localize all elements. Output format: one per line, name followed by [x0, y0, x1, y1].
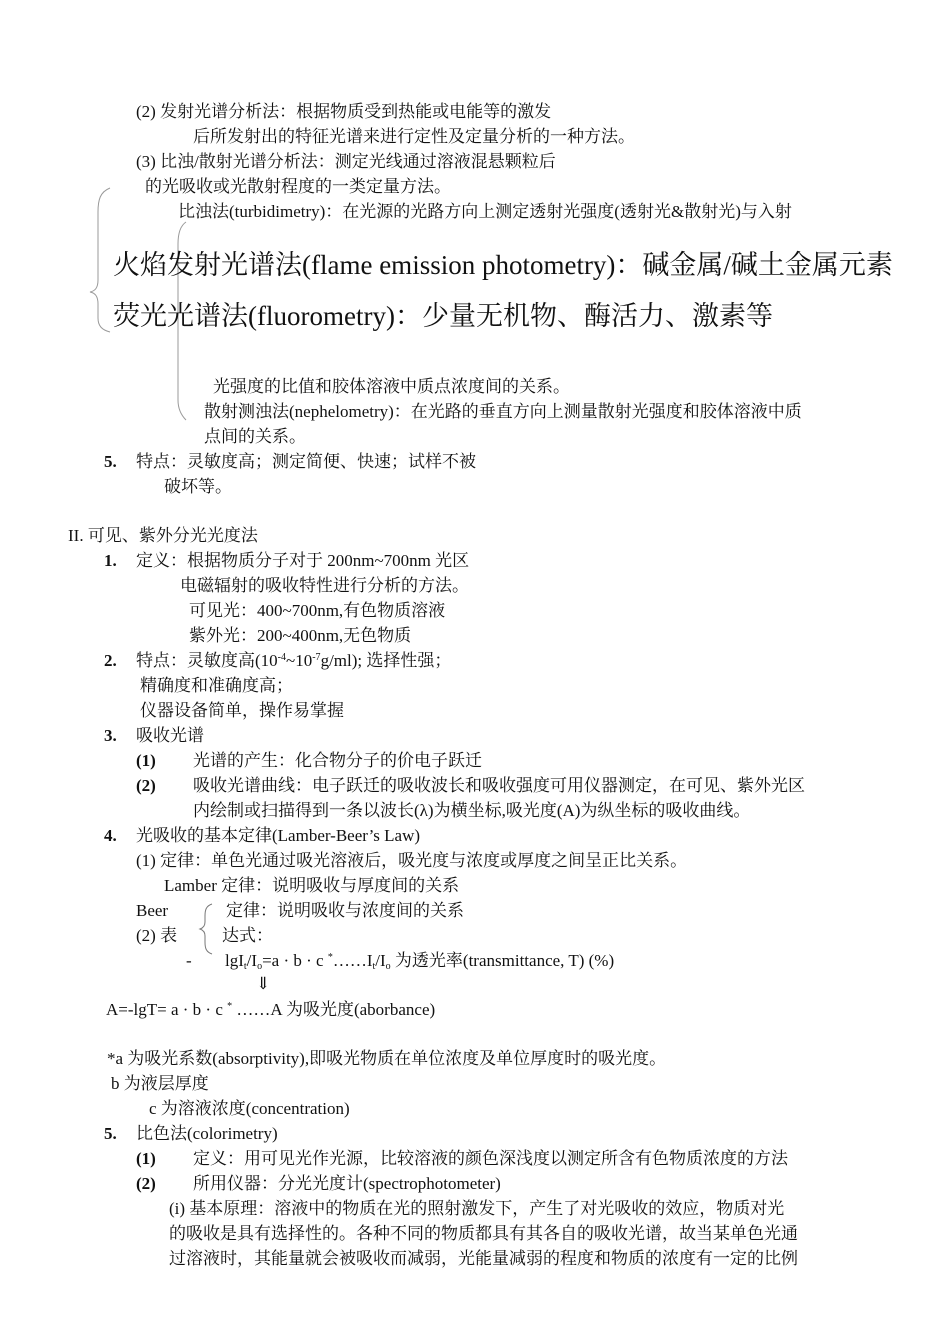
- text-segment: ……A 为吸光度(aborbance): [232, 1000, 436, 1019]
- text-line: 内绘制或扫描得到一条以波长(λ)为横坐标,吸光度(A)为纵坐标的吸收曲线。: [193, 801, 751, 820]
- subscript: t: [372, 961, 376, 972]
- text-line: 散射测浊法(nephelometry)：在光路的垂直方向上测量散射光强度和胶体溶液中质: [204, 402, 802, 421]
- formula-line: [225, 950, 614, 972]
- list-number: 3.: [104, 726, 117, 745]
- text-line: 点间的关系。: [204, 427, 306, 446]
- text-line: 定义：根据物质分子对于 200nm~700nm 光区: [136, 551, 470, 570]
- subscript: o: [257, 961, 263, 972]
- text-line: 后所发射出的特征光谱来进行定性及定量分析的一种方法。: [193, 127, 635, 146]
- superscript: *: [227, 1001, 233, 1012]
- text-line: 光强度的比值和胶体溶液中质点浓度间的关系。: [213, 377, 570, 396]
- text-line: *a 为吸光系数(absorptivity),即吸光物质在单位浓度及单位厚度时的吸光度。: [107, 1049, 667, 1068]
- text-line: 仪器设备简单，操作易掌握: [140, 701, 344, 720]
- sub-list-number: (2): [136, 776, 156, 795]
- text-line: 的吸收是具有选择性的。各种不同的物质都具有其各自的吸收光谱，故当某单色光通: [169, 1224, 798, 1243]
- bullet-dash: -: [186, 951, 192, 970]
- text-line: c 为溶液浓度(concentration): [149, 1099, 350, 1118]
- text-line: 达式：: [222, 926, 273, 945]
- subscript: t: [243, 961, 247, 972]
- text-line: 吸收光谱曲线：电子跃迁的吸收波长和吸收强度可用仪器测定，在可见、紫外光区: [193, 776, 805, 795]
- list-number: 2.: [104, 651, 117, 670]
- text-line: 所用仪器：分光光度计(spectrophotometer): [193, 1174, 501, 1193]
- list-number: 5.: [104, 1124, 117, 1143]
- text-line: 吸收光谱: [136, 726, 204, 745]
- text-segment: A=-lgT= a · b · c: [106, 1000, 228, 1019]
- superscript: -7: [312, 652, 321, 663]
- section-heading: II. 可见、紫外分光光度法: [68, 526, 258, 545]
- text-segment: g/ml); 选择性强；: [320, 651, 452, 670]
- large-heading-line: 火焰发射光谱法(flame emission photometry)：碱金属/碱土金属元素: [113, 250, 893, 280]
- text-line: (2) 发射光谱分析法：根据物质受到热能或电能等的激发: [136, 102, 552, 121]
- text-line: 破坏等。: [164, 477, 232, 496]
- text-segment: 为透光率(transmittance, T) (%): [390, 951, 615, 970]
- down-arrow-icon: ⇓: [256, 974, 271, 993]
- text-segment: lgI: [225, 951, 244, 970]
- list-number: 5.: [104, 452, 117, 471]
- text-line: 定义：用可见光作光源，比较溶液的颜色深浅度以测定所含有色物质浓度的方法: [193, 1149, 788, 1168]
- text-line: 紫外光：200~400nm,无色物质: [189, 626, 412, 645]
- text-line: 比色法(colorimetry): [136, 1124, 278, 1143]
- text-line: 光吸收的基本定律(Lamber-Beer’s Law): [136, 826, 421, 845]
- text-segment: ……I: [332, 951, 373, 970]
- subscript: o: [385, 961, 391, 972]
- text-line: (2) 表: [136, 926, 178, 945]
- text-line: 比浊法(turbidimetry)：在光源的光路方向上测定透射光强度(透射光&散射光)与入射: [178, 202, 792, 221]
- sub-list-number: (2): [136, 1174, 156, 1193]
- formula-line: [106, 999, 435, 1021]
- text-line: Beer: [136, 901, 169, 920]
- text-line: 特点：灵敏度高；测定简便、快速；试样不被: [136, 452, 476, 471]
- text-segment: /I: [375, 951, 386, 970]
- text-line: (i) 基本原理：溶液中的物质在光的照射激发下，产生了对光吸收的效应，物质对光: [169, 1199, 785, 1218]
- text-line: 精确度和准确度高；: [140, 676, 293, 695]
- text-line: 可见光：400~700nm,有色物质溶液: [189, 601, 446, 620]
- text-line: 过溶液时，其能量就会被吸收而减弱，光能量减弱的程度和物质的浓度有一定的比例: [169, 1249, 798, 1268]
- text-segment: =a · b · c: [262, 951, 328, 970]
- large-heading-line: 荧光光谱法(fluorometry)：少量无机物、酶活力、激素等: [113, 301, 773, 331]
- text-line: (3) 比浊/散射光谱分析法：测定光线通过溶液混悬颗粒后: [136, 152, 556, 171]
- superscript: -4: [277, 652, 287, 663]
- text-segment: 特点：灵敏度高(10: [136, 651, 278, 670]
- text-line: 光谱的产生：化合物分子的价电子跃迁: [193, 751, 482, 770]
- text-segment: /I: [246, 951, 258, 970]
- text-line: 电磁辐射的吸收特性进行分析的方法。: [180, 576, 469, 595]
- text-line: Lamber 定律：说明吸收与厚度间的关系: [164, 876, 460, 895]
- text-segment: ~10: [286, 651, 313, 670]
- sub-list-number: (1): [136, 751, 156, 770]
- text-line: 的光吸收或光散射程度的一类定量方法。: [145, 177, 451, 196]
- text-line: (1) 定律：单色光通过吸光溶液后，吸光度与浓度或厚度之间呈正比关系。: [136, 851, 688, 870]
- text-line: 定律：说明吸收与浓度间的关系: [226, 901, 464, 920]
- sub-list-number: (1): [136, 1149, 156, 1168]
- list-number: 1.: [104, 551, 117, 570]
- list-number: 4.: [104, 826, 117, 845]
- superscript: *: [327, 952, 333, 963]
- text-line: [136, 650, 451, 672]
- text-line: b 为液层厚度: [111, 1074, 209, 1093]
